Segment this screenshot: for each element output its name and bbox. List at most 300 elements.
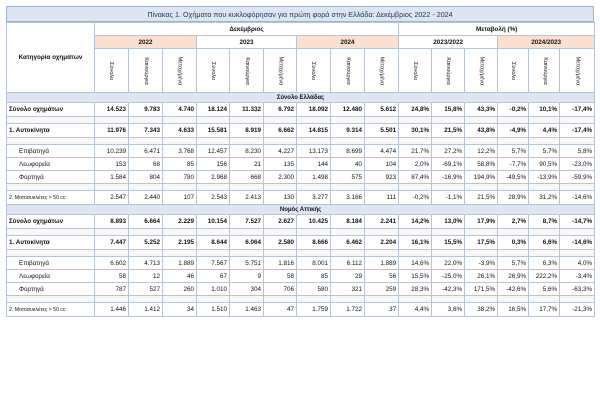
empty-cell	[7, 296, 95, 303]
value-cell: 0,3%	[498, 236, 529, 250]
value-cell: 18.124	[197, 103, 230, 117]
value-cell: 580	[297, 283, 331, 296]
value-cell: 7.343	[129, 124, 163, 138]
value-cell: 10,1%	[529, 103, 560, 117]
empty-cell	[163, 296, 197, 303]
value-cell: 21,5%	[465, 191, 498, 205]
empty-cell	[264, 117, 297, 124]
empty-cell	[498, 184, 529, 191]
value-cell: 47	[264, 303, 297, 317]
value-cell: 13.173	[297, 145, 331, 158]
value-cell: 135	[264, 158, 297, 171]
value-cell: 27,2%	[432, 145, 465, 158]
empty-cell	[129, 117, 163, 124]
empty-cell	[331, 117, 365, 124]
value-cell: 4.713	[129, 257, 163, 270]
value-cell: 1.463	[230, 303, 264, 317]
value-cell: 43,8%	[465, 124, 498, 138]
value-cell: 1.498	[297, 171, 331, 184]
value-cell: 1.412	[129, 303, 163, 317]
empty-cell	[465, 138, 498, 145]
value-cell: 30,1%	[399, 124, 432, 138]
value-cell: 668	[230, 171, 264, 184]
value-cell: 2.195	[163, 236, 197, 250]
value-cell: 4,4%	[399, 303, 432, 317]
value-cell: 260	[163, 283, 197, 296]
empty-cell	[331, 229, 365, 236]
table-row	[7, 270, 595, 283]
value-cell: 12.457	[197, 145, 230, 158]
value-cell: 58	[95, 270, 129, 283]
row-label: Επιβατηγά	[7, 145, 95, 158]
value-cell: 11.976	[95, 124, 129, 138]
spacer-row	[7, 117, 595, 124]
value-cell: 21,5%	[432, 124, 465, 138]
table-row	[7, 236, 595, 250]
category-header: Κατηγορία οχημάτων	[7, 23, 95, 93]
value-cell: 90,5%	[529, 158, 560, 171]
value-cell: 3.166	[331, 191, 365, 205]
empty-cell	[264, 296, 297, 303]
value-cell: 10.425	[297, 215, 331, 229]
value-cell: 10.154	[197, 215, 230, 229]
change-header: Μεταβολή (%)	[399, 23, 595, 36]
subheader-total: Σύνολο	[95, 49, 129, 93]
empty-cell	[230, 184, 264, 191]
value-cell: 6.462	[331, 236, 365, 250]
value-cell: 46	[163, 270, 197, 283]
empty-cell	[399, 184, 432, 191]
empty-cell	[297, 184, 331, 191]
empty-cell	[560, 296, 595, 303]
empty-cell	[465, 250, 498, 257]
value-cell: -14,6%	[560, 236, 595, 250]
value-cell: 87,4%	[399, 171, 432, 184]
value-cell: -3,9%	[465, 257, 498, 270]
value-cell: 153	[95, 158, 129, 171]
value-cell: -17,4%	[560, 103, 595, 117]
row-label: Σύνολο οχημάτων	[7, 103, 95, 117]
empty-cell	[560, 117, 595, 124]
empty-cell	[529, 184, 560, 191]
value-cell: -63,3%	[560, 283, 595, 296]
empty-cell	[498, 117, 529, 124]
empty-cell	[465, 117, 498, 124]
value-cell: 34	[163, 303, 197, 317]
row-label: 1. Αυτοκίνητα	[7, 236, 95, 250]
value-cell: 527	[129, 283, 163, 296]
empty-cell	[399, 296, 432, 303]
value-cell: 56	[365, 270, 399, 283]
value-cell: 5.751	[230, 257, 264, 270]
value-cell: 2.547	[95, 191, 129, 205]
empty-cell	[197, 117, 230, 124]
empty-cell	[7, 250, 95, 257]
empty-cell	[264, 138, 297, 145]
empty-cell	[432, 250, 465, 257]
value-cell: -42,6%	[498, 283, 529, 296]
value-cell: 6.602	[95, 257, 129, 270]
spacer-row	[7, 229, 595, 236]
december-header: Δεκέμβριος	[95, 23, 399, 36]
value-cell: 787	[95, 283, 129, 296]
value-cell: 2.229	[163, 215, 197, 229]
empty-cell	[560, 184, 595, 191]
value-cell: 1.889	[365, 257, 399, 270]
value-cell: 171,5%	[465, 283, 498, 296]
value-cell: 26,9%	[498, 270, 529, 283]
value-cell: 1.816	[264, 257, 297, 270]
empty-cell	[297, 138, 331, 145]
value-cell: 4.633	[163, 124, 197, 138]
value-cell: -7,7%	[498, 158, 529, 171]
empty-cell	[365, 250, 399, 257]
value-cell: 3.768	[163, 145, 197, 158]
value-cell: 1.759	[297, 303, 331, 317]
row-label: 1. Αυτοκίνητα	[7, 124, 95, 138]
empty-cell	[163, 250, 197, 257]
empty-cell	[432, 296, 465, 303]
subheader-new: Καινούργια	[230, 49, 264, 93]
value-cell: 259	[365, 283, 399, 296]
subheader-new: Καινούργια	[529, 49, 560, 93]
value-cell: 5,7%	[498, 257, 529, 270]
value-cell: -25,0%	[432, 270, 465, 283]
empty-cell	[163, 229, 197, 236]
empty-cell	[197, 229, 230, 236]
value-cell: 17,5%	[465, 236, 498, 250]
value-cell: 6,3%	[529, 257, 560, 270]
value-cell: 16,5%	[498, 303, 529, 317]
report-table-container	[6, 6, 594, 317]
value-cell: 18.092	[297, 103, 331, 117]
empty-cell	[129, 138, 163, 145]
spacer-row	[7, 250, 595, 257]
empty-cell	[129, 184, 163, 191]
table-row	[7, 145, 595, 158]
table-row	[7, 158, 595, 171]
value-cell: 4,0%	[560, 257, 595, 270]
value-cell: 12,2%	[465, 145, 498, 158]
value-cell: 2.580	[264, 236, 297, 250]
row-label: Φορτηγά	[7, 171, 95, 184]
subheader-used: Μεταχ/μένα	[465, 49, 498, 93]
row-label: Λεωφορεία	[7, 270, 95, 283]
value-cell: 15,5%	[399, 270, 432, 283]
value-cell: 8.893	[95, 215, 129, 229]
value-cell: 40	[331, 158, 365, 171]
empty-cell	[95, 296, 129, 303]
table-title: Πίνακας 1. Οχήματα που κυκλοφόρησαν για πρώτη φορά στην Ελλάδα: Δεκέμβριος 2022 - 2024	[6, 6, 594, 22]
empty-cell	[230, 138, 264, 145]
empty-cell	[95, 229, 129, 236]
empty-cell	[399, 229, 432, 236]
value-cell: 111	[365, 191, 399, 205]
empty-cell	[529, 138, 560, 145]
year-2024-header: 2024	[297, 36, 399, 49]
value-cell: 58	[264, 270, 297, 283]
value-cell: 6.792	[264, 103, 297, 117]
value-cell: 17,7%	[529, 303, 560, 317]
value-cell: 304	[230, 283, 264, 296]
value-cell: 321	[331, 283, 365, 296]
subheader-new: Καινούργια	[331, 49, 365, 93]
empty-cell	[297, 250, 331, 257]
value-cell: 7.447	[95, 236, 129, 250]
empty-cell	[7, 229, 95, 236]
table-row	[7, 215, 595, 229]
value-cell: 5.252	[129, 236, 163, 250]
empty-cell	[7, 184, 95, 191]
empty-cell	[529, 229, 560, 236]
row-label: Επιβατηγά	[7, 257, 95, 270]
value-cell: 4,4%	[529, 124, 560, 138]
empty-cell	[399, 138, 432, 145]
value-cell: 6.471	[129, 145, 163, 158]
empty-cell	[129, 229, 163, 236]
value-cell: 1.446	[95, 303, 129, 317]
value-cell: 1.010	[197, 283, 230, 296]
row-label: 2. Μοτοσυκλέτες > 50 cc	[7, 303, 95, 317]
value-cell: 8.666	[297, 236, 331, 250]
empty-cell	[529, 117, 560, 124]
row-label: 2. Μοτοσυκλέτες > 50 cc	[7, 191, 95, 205]
value-cell: 37	[365, 303, 399, 317]
value-cell: 130	[264, 191, 297, 205]
empty-cell	[264, 184, 297, 191]
value-cell: 5.612	[365, 103, 399, 117]
value-cell: 4.227	[264, 145, 297, 158]
value-cell: 9.783	[129, 103, 163, 117]
value-cell: -59,9%	[560, 171, 595, 184]
subheader-new: Καινούργια	[432, 49, 465, 93]
value-cell: 2.413	[230, 191, 264, 205]
value-cell: 804	[129, 171, 163, 184]
value-cell: 10.239	[95, 145, 129, 158]
value-cell: 14,6%	[399, 257, 432, 270]
value-cell: 2.204	[365, 236, 399, 250]
value-cell: 706	[264, 283, 297, 296]
empty-cell	[297, 117, 331, 124]
value-cell: 2.543	[197, 191, 230, 205]
value-cell: 8.230	[230, 145, 264, 158]
value-cell: 8,7%	[529, 215, 560, 229]
value-cell: 43,3%	[465, 103, 498, 117]
value-cell: 7.527	[230, 215, 264, 229]
value-cell: 38,2%	[465, 303, 498, 317]
value-cell: 6.664	[129, 215, 163, 229]
value-cell: 12	[129, 270, 163, 283]
value-cell: 156	[197, 158, 230, 171]
empty-cell	[498, 138, 529, 145]
value-cell: -21,3%	[560, 303, 595, 317]
subheader-used: Μεταχ/μένα	[560, 49, 595, 93]
value-cell: -14,7%	[560, 215, 595, 229]
value-cell: -16,9%	[432, 171, 465, 184]
value-cell: 15,5%	[432, 236, 465, 250]
empty-cell	[365, 229, 399, 236]
value-cell: 8.184	[331, 215, 365, 229]
value-cell: 8.919	[230, 124, 264, 138]
value-cell: 104	[365, 158, 399, 171]
table-row	[7, 257, 595, 270]
empty-cell	[365, 296, 399, 303]
value-cell: 6.064	[230, 236, 264, 250]
value-cell: 4.474	[365, 145, 399, 158]
value-cell: 5,7%	[498, 145, 529, 158]
value-cell: 14.815	[297, 124, 331, 138]
table-row	[7, 124, 595, 138]
empty-cell	[432, 138, 465, 145]
empty-cell	[331, 250, 365, 257]
value-cell: 923	[365, 171, 399, 184]
value-cell: -13,9%	[529, 171, 560, 184]
value-cell: 2.300	[264, 171, 297, 184]
value-cell: 1.889	[163, 257, 197, 270]
empty-cell	[465, 296, 498, 303]
empty-cell	[95, 184, 129, 191]
empty-cell	[230, 229, 264, 236]
empty-cell	[399, 250, 432, 257]
value-cell: 107	[163, 191, 197, 205]
value-cell: 8.699	[331, 145, 365, 158]
empty-cell	[432, 229, 465, 236]
empty-cell	[230, 296, 264, 303]
empty-cell	[297, 229, 331, 236]
value-cell: 2.627	[264, 215, 297, 229]
value-cell: -42,3%	[432, 283, 465, 296]
empty-cell	[297, 296, 331, 303]
empty-cell	[197, 250, 230, 257]
value-cell: 8.001	[297, 257, 331, 270]
value-cell: 24,8%	[399, 103, 432, 117]
subheader-total: Σύνολο	[197, 49, 230, 93]
empty-cell	[465, 229, 498, 236]
empty-cell	[230, 117, 264, 124]
spacer-row	[7, 138, 595, 145]
empty-cell	[365, 184, 399, 191]
value-cell: 21,7%	[399, 145, 432, 158]
empty-cell	[432, 117, 465, 124]
value-cell: 1.722	[331, 303, 365, 317]
value-cell: 22,0%	[432, 257, 465, 270]
empty-cell	[331, 296, 365, 303]
empty-cell	[129, 250, 163, 257]
empty-cell	[498, 250, 529, 257]
change-2024-2023-header: 2024/2023	[498, 36, 595, 49]
empty-cell	[365, 117, 399, 124]
value-cell: 194,9%	[465, 171, 498, 184]
value-cell: 2.440	[129, 191, 163, 205]
value-cell: 1.510	[197, 303, 230, 317]
empty-cell	[465, 184, 498, 191]
subheader-used: Μεταχ/μένα	[163, 49, 197, 93]
empty-cell	[197, 138, 230, 145]
empty-cell	[7, 138, 95, 145]
empty-cell	[560, 250, 595, 257]
value-cell: 29	[331, 270, 365, 283]
empty-cell	[331, 138, 365, 145]
empty-cell	[498, 296, 529, 303]
table-row	[7, 191, 595, 205]
value-cell: 28,9%	[498, 191, 529, 205]
year-2023-header: 2023	[197, 36, 297, 49]
value-cell: 17,9%	[465, 215, 498, 229]
value-cell: 26,1%	[465, 270, 498, 283]
value-cell: -4,9%	[498, 124, 529, 138]
empty-cell	[197, 184, 230, 191]
section-header: Σύνολο Ελλάδας	[7, 93, 595, 103]
empty-cell	[399, 117, 432, 124]
table-row	[7, 283, 595, 296]
value-cell: 16,1%	[399, 236, 432, 250]
value-cell: 3.277	[297, 191, 331, 205]
empty-cell	[264, 229, 297, 236]
empty-cell	[498, 229, 529, 236]
value-cell: 1.584	[95, 171, 129, 184]
value-cell: -0,2%	[399, 191, 432, 205]
value-cell: 575	[331, 171, 365, 184]
value-cell: 6.112	[331, 257, 365, 270]
empty-cell	[331, 184, 365, 191]
value-cell: 780	[163, 171, 197, 184]
empty-cell	[95, 250, 129, 257]
table-row	[7, 103, 595, 117]
value-cell: -49,5%	[498, 171, 529, 184]
row-label: Λεωφορεία	[7, 158, 95, 171]
value-cell: 31,2%	[529, 191, 560, 205]
value-cell: -17,4%	[560, 124, 595, 138]
value-cell: 21	[230, 158, 264, 171]
empty-cell	[163, 184, 197, 191]
empty-cell	[432, 184, 465, 191]
row-label: Φορτηγά	[7, 283, 95, 296]
spacer-row	[7, 184, 595, 191]
spacer-row	[7, 296, 595, 303]
value-cell: 9.314	[331, 124, 365, 138]
value-cell: 28,3%	[399, 283, 432, 296]
value-cell: -3,4%	[560, 270, 595, 283]
subheader-total: Σύνολο	[297, 49, 331, 93]
value-cell: 2,0%	[399, 158, 432, 171]
subheader-new: Καινούργια	[129, 49, 163, 93]
empty-cell	[197, 296, 230, 303]
value-cell: 2.968	[197, 171, 230, 184]
empty-cell	[230, 250, 264, 257]
value-cell: -14,6%	[560, 191, 595, 205]
value-cell: 2,7%	[498, 215, 529, 229]
value-cell: 144	[297, 158, 331, 171]
section-header: Νομός Αττικής	[7, 205, 595, 215]
value-cell: 9	[230, 270, 264, 283]
value-cell: 13,0%	[432, 215, 465, 229]
value-cell: 68	[129, 158, 163, 171]
value-cell: 11.332	[230, 103, 264, 117]
vehicles-table	[6, 22, 595, 317]
value-cell: 5.501	[365, 124, 399, 138]
empty-cell	[95, 117, 129, 124]
subheader-used: Μεταχ/μένα	[365, 49, 399, 93]
value-cell: 8.644	[197, 236, 230, 250]
value-cell: -1,1%	[432, 191, 465, 205]
subheader-total: Σύνολο	[498, 49, 529, 93]
value-cell: -23,0%	[560, 158, 595, 171]
table-row	[7, 303, 595, 317]
value-cell: 5,8%	[560, 145, 595, 158]
value-cell: 85	[163, 158, 197, 171]
value-cell: 67	[197, 270, 230, 283]
value-cell: 5,6%	[529, 283, 560, 296]
